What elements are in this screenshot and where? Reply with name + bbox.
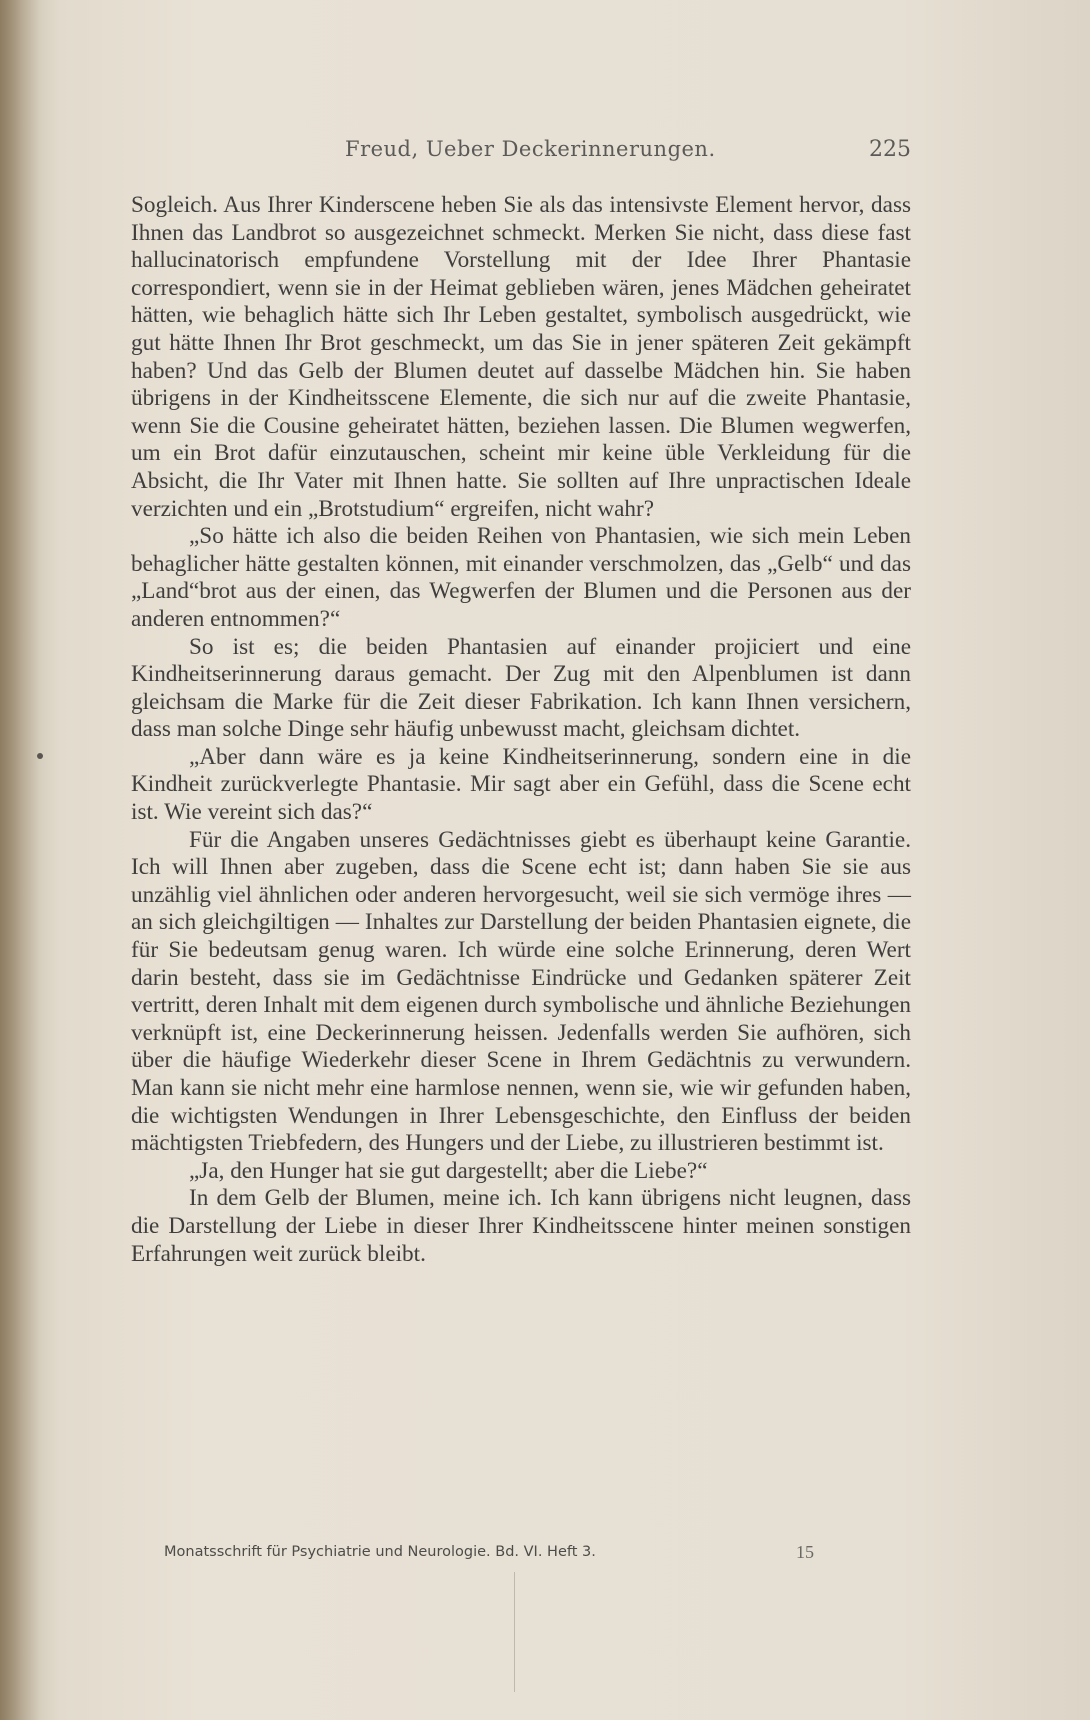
paragraph: Sogleich. Aus Ihrer Kinderscene heben Sie als das intensivste Element hervor, dass Ihnen das Landbrot so ausgezeichnet schmeckt. Merken Sie nicht, dass diese fast hallucinatorisch empfundene Vorstellung mit der Idee Ihrer Phantasie correspondiert, wenn sie in der Heimat geblieben wären, jenes Mädchen geheiratet hätten, wie behaglich hätte sich Ihr Leben gestaltet, symbolisch ausgedrückt, wie gut hätte Ihnen Ihr Brot geschmeckt, um das Sie in jener späteren Zeit gekämpft haben? Und das Gelb der Blumen deutet auf dasselbe Mädchen hin. Sie haben übrigens in der Kindheitsscene Elemente, die sich nur auf die zweite Phantasie, wenn Sie die Cousine geheiratet hätten, beziehen lassen. Die Blumen wegwerfen, um ein Brot dafür einzutauschen, scheint mir keine üble Verkleidung für die Absicht, die Ihr Vater mit Ihnen hatte. Sie sollten auf Ihre unpractischen Ideale verzichten und ein „Brotstudium“ ergreifen, nicht wahr? [131, 192, 911, 522]
margin-mark [37, 753, 43, 759]
paragraph: „Aber dann wäre es ja keine Kindheitserinnerung, sondern eine in die Kindheit zurückverlegte Phantasie. Mir sagt aber ein Gefühl, dass die Scene echt ist. Wie vereint sich das?“ [131, 743, 911, 826]
journal-citation: Monatsschrift für Psychiatrie und Neurologie. Bd. VI. Heft 3. [164, 1544, 596, 1560]
running-title: Freud, Ueber Deckerinnerungen. [345, 137, 716, 161]
gutter-shadow [0, 0, 40, 1720]
binding-line [514, 1572, 515, 1692]
paragraph: In dem Gelb der Blumen, meine ich. Ich kann übrigens nicht leugnen, dass die Darstellung der Liebe in dieser Ihrer Kindheitsscene hinter meinen sonstigen Erfahrungen weit zurück bleibt. [131, 1185, 911, 1267]
page-footer [164, 1544, 814, 1568]
paragraph: Für die Angaben unseres Gedächtnisses giebt es überhaupt keine Garantie. Ich will Ihnen aber zugeben, dass die Scene echt ist; dann haben Sie sie aus unzählig viel ähnlichen oder anderen hervorgesucht, weil sie sich vermöge ihres — an sich gleichgiltigen — Inhaltes zur Darstellung der beiden Phantasien eignete, die für Sie bedeutsam genug waren. Ich würde eine solche Erinnerung, deren Wert darin besteht, dass sie im Gedächtnisse Eindrücke und Gedanken späterer Zeit vertritt, deren Inhalt mit dem eigenen durch symbolische und ähnliche Beziehungen verknüpft ist, eine Deckerinnerung heissen. Jedenfalls werden Sie aufhören, sich über die häufige Wiederkehr dieser Scene in Ihrem Gedächtnis zu verwundern. Man kann sie nicht mehr eine harmlose nennen, wenn sie, wie wir gefunden haben, die wichtigsten Wendungen in Ihrer Lebensgeschichte, den Einfluss der beiden mächtigsten Triebfedern, des Hungers und der Liebe, zu illustrieren bestimmt ist. [131, 826, 911, 1157]
signature-mark: 15 [796, 1542, 814, 1562]
running-header [345, 137, 911, 169]
paragraph: So ist es; die beiden Phantasien auf einander projiciert und eine Kindheitserinnerung daraus gemacht. Der Zug mit den Alpenblumen ist dann gleichsam die Marke für die Zeit dieser Fabrikation. Ich kann Ihnen versichern, dass man solche Dinge sehr häufig unbewusst macht, gleichsam dichtet. [131, 633, 911, 743]
page-number: 225 [869, 137, 911, 162]
body-text [131, 192, 911, 1268]
paragraph: „So hätte ich also die beiden Reihen von Phantasien, wie sich mein Leben behaglicher hätte gestalten können, mit einander verschmolzen, das „Gelb“ und das „Land“brot aus der einen, das Wegwerfen der Blumen und die Personen aus der anderen entnommen?“ [131, 523, 911, 632]
paragraph: „Ja, den Hunger hat sie gut dargestellt; aber die Liebe?“ [189, 1157, 708, 1184]
